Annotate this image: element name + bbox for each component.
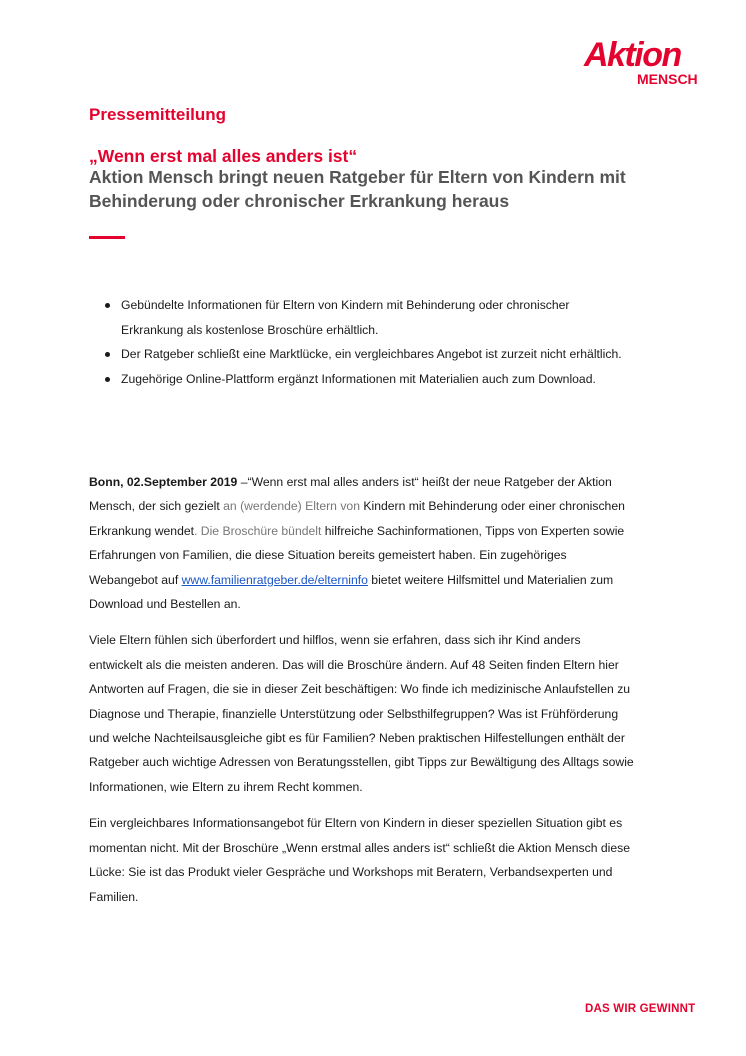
paragraph-text: hilfreiche Sachinformationen, Tipps von Experten sowie Erfahrungen von Familien, die diese Situation bereits gemeistert haben. Ein zugehöriges Webangebot auf <box>89 523 625 587</box>
highlighted-text: an (werdende) Eltern von <box>223 499 360 514</box>
website-link[interactable]: www.familienratgeber.de/elterninfo <box>181 572 368 587</box>
document-label: Pressemitteilung <box>89 105 226 124</box>
title-underline <box>89 236 125 239</box>
paragraph-3: Ein vergleichbares Informationsangebot für Eltern von Kindern in dieser speziellen Situation gibt es momentan nicht. Mit der Broschüre „Wenn erstmal alles anders ist“ schließt die Aktion Mensch diese Lücke: Sie ist das Produkt vieler Gespräche und Workshops mit Beratern, Verbandsexperten und Familien. <box>89 816 630 904</box>
dateline: Bonn, 02.September 2019 <box>89 475 238 489</box>
aktion-mensch-logo <box>584 38 710 90</box>
bullet-dot-icon <box>105 352 110 357</box>
subheadline: Aktion Mensch bringt neuen Ratgeber für Eltern von Kindern mit Behinderung oder chronischer Erkrankung heraus <box>89 167 626 211</box>
press-body <box>89 470 634 921</box>
highlighted-text: . Die Broschüre bündelt <box>194 523 322 538</box>
bullet-item <box>89 342 629 367</box>
bullet-text: Gebündelte Informationen für Eltern von Kindern mit Behinderung oder chronischer Erkrankung als kostenlose Broschüre erhältlich. <box>121 298 570 337</box>
paragraph-text: Kindern mit Behinderung oder einer chronischen Erkrankung wendet <box>89 499 625 538</box>
paragraph-1 <box>89 470 634 616</box>
bullet-dot-icon <box>105 377 110 382</box>
bullet-text: Der Ratgeber schließt eine Marktlücke, ein vergleichbares Angebot ist zurzeit nicht erhältlich. <box>121 347 622 361</box>
paragraph-text: –“Wenn erst mal alles anders ist“ heißt der neue Ratgeber der Aktion Mensch, der sich gezielt <box>89 475 612 514</box>
logo-line-1: Aktion <box>584 36 681 74</box>
logo-line-2: MENSCH <box>637 71 698 87</box>
headline: „Wenn erst mal alles anders ist“ <box>89 146 358 166</box>
footer-slogan: DAS WIR GEWINNT <box>585 1003 696 1015</box>
bullet-text: Zugehörige Online-Plattform ergänzt Informationen mit Materialien auch zum Download. <box>121 371 596 386</box>
paragraph-2: Viele Eltern fühlen sich überfordert und hilflos, wenn sie erfahren, dass sich ihr Kind anders entwickelt als die meisten anderen. Das will die Broschüre ändern. Auf 48 Seiten finden Eltern hier Antworten auf Fragen, die sie in dieser Zeit beschäftigen: Wo finde ich medizinische Anlaufstellen zu Diagnose und Therapie, finanzielle Unterstützung oder Selbsthilfegruppen? Was ist Frühförderung und welche Nachteilsausgleiche gibt es für Familien? Neben praktischen Hilfestellungen enthält der Ratgeber auch wichtige Adressen von Beratungsstellen, gibt Tipps zur Bewältigung des Alltags sowie Informationen, wie Eltern zu ihrem Recht kommen. <box>89 633 634 794</box>
bullet-item <box>89 293 629 342</box>
bullet-item <box>89 367 629 392</box>
paragraph-text: bietet weitere Hilfsmittel und Materialien zum Download und Bestellen an. <box>89 572 614 612</box>
bullet-dot-icon <box>105 303 110 308</box>
summary-bullets <box>89 293 629 391</box>
